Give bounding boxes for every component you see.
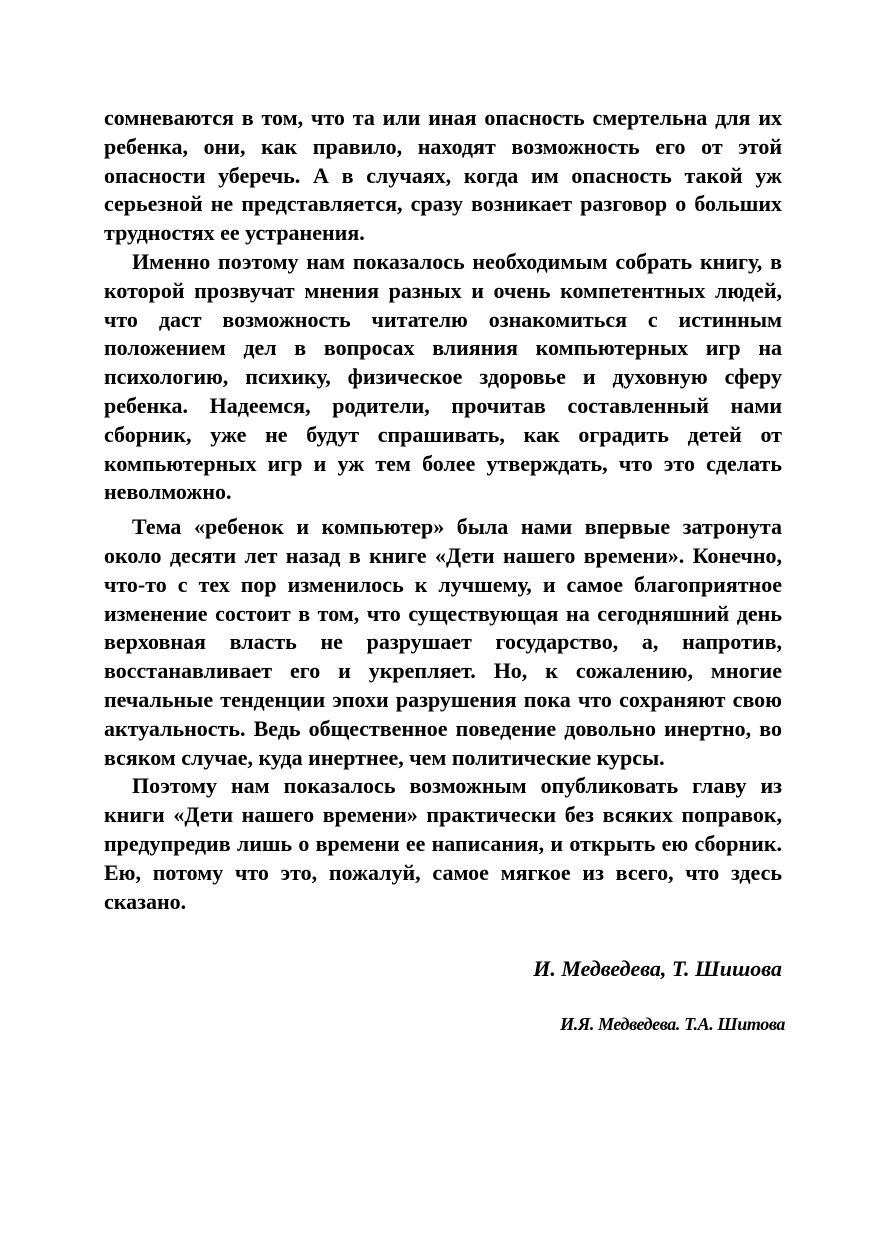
footer-authors: И.Я. Медведева. Т.А. Шитова <box>560 1014 785 1034</box>
body-text <box>104 104 782 916</box>
signature: И. Медведева, Т. Шишова <box>533 956 782 981</box>
paragraph-2: Именно поэтому нам показалось необходимым собрать книгу, в которой прозвучат мнения разных и очень компетентных людей, что даст возможность читателю ознакомиться с истинным положением дел в вопросах влияния компьютерных игр на психологию, психику, физическое здоровье и духовную сферу ребенка. Надеемся, родители, прочитав составленный нами сборник, уже не будут спрашивать, как оградить детей от компьютерных игр и уж тем более утверждать, что это сделать неволможно. <box>104 248 782 505</box>
paragraph-1: сомневаются в том, что та или иная опасность смертельна для их ребенка, они, как правило, находят возможность его от этой опасности уберечь. А в случаях, когда им опасность такой уж серьезной не представляется, сразу возникает разговор о больших трудностях ее устранения. <box>104 105 782 246</box>
paragraph-4: Поэтому нам показалось возможным опубликовать главу из книги «Дети нашего времени» практически без всяких поправок, предупредив лишь о времени ее написания, и открыть ею сборник. Ею, потому что это, пожалуй, самое мягкое из всего, что здесь сказано. <box>104 773 782 914</box>
paragraph-3: Тема «ребенок и компьютер» была нами впервые затронута около десяти лет назад в книге «Дети нашего времени». Конечно, что-то с тех пор изменилось к лучшему, и самое благоприятное изменение состоит в том, что существующая на сегодняшний день верховная власть не разрушает государство, а, напротив, восстанавливает его и укрепляет. Но, к сожалению, многие печальные тенденции эпохи разрушения пока что сохраняют свою актуальность. Ведь общественное поведение довольно инертно, во всяком случае, куда инертнее, чем политические курсы. <box>104 514 782 770</box>
